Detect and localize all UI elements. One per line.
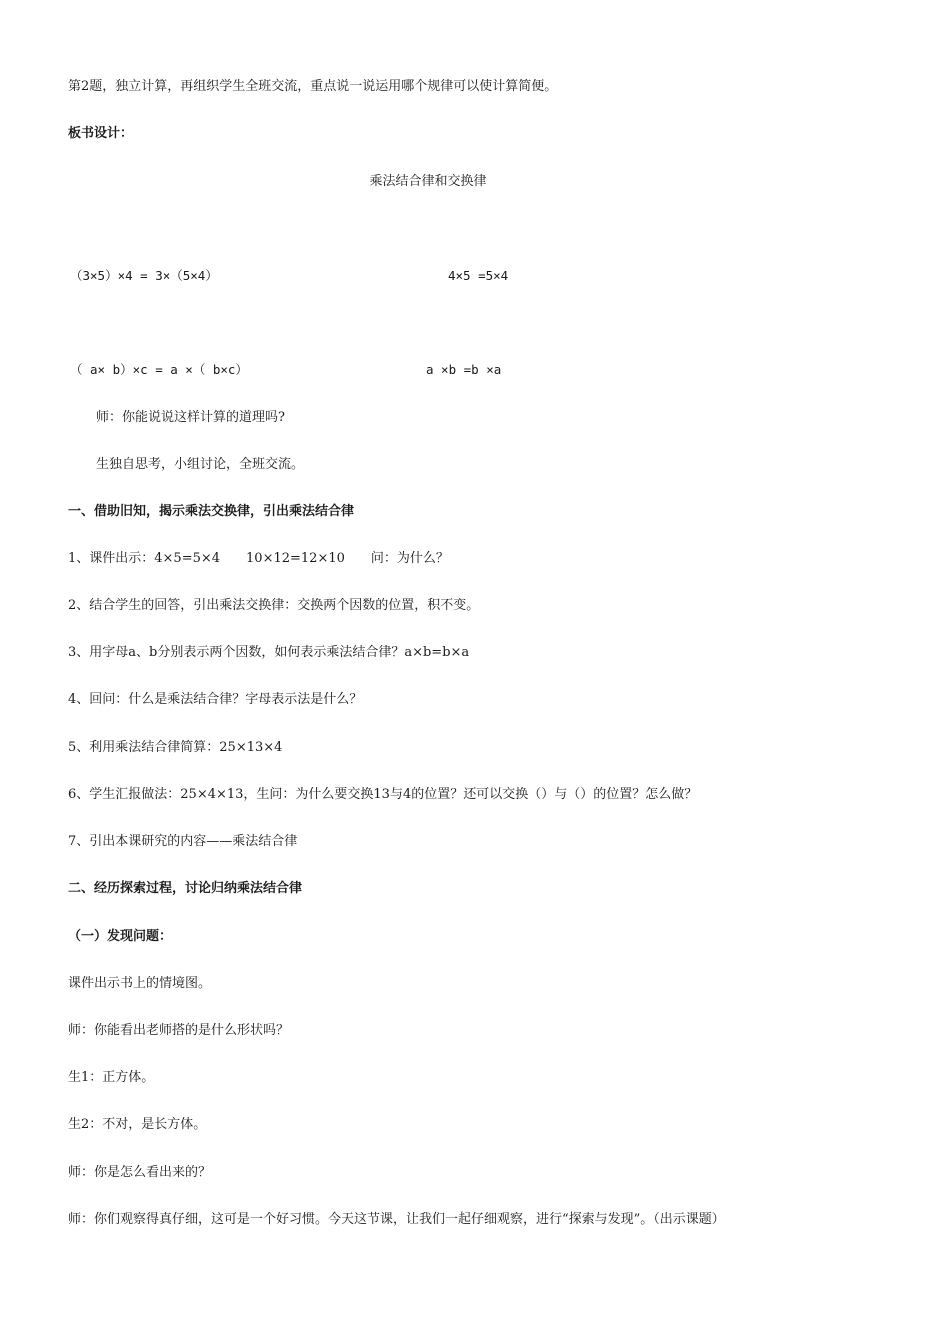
board-title: 乘法结合律和交换律 [369, 174, 487, 189]
teacher-question: 师：你能说说这样计算的道理吗? [96, 410, 285, 425]
list-item-6: 6、学生汇报做法：25×4×13，生问：为什么要交换13与4的位置？还可以交换（）与（）的位置？怎么做？ [68, 787, 698, 802]
paragraph: 生1：正方体。 [68, 1070, 155, 1085]
section-2-heading: 二、经历探索过程，讨论归纳乘法结合律 [68, 881, 303, 896]
list-item-1: 1、课件出示：4×5=5×4 10×12=12×10 问：为什么？ [68, 551, 449, 566]
q2-note: 第2题，独立计算，再组织学生全班交流，重点说一说运用哪个规律可以使计算简便。 [68, 79, 558, 94]
list-item-7: 7、引出本课研究的内容——乘法结合律 [68, 834, 298, 849]
paragraph: 师：你是怎么看出来的？ [68, 1165, 212, 1180]
list-item-5: 5、利用乘法结合律简算：25×13×4 [68, 740, 283, 755]
paragraph: 师：你能看出老师搭的是什么形状吗？ [68, 1023, 290, 1038]
student-answer: 生独自思考，小组讨论，全班交流。 [96, 457, 305, 472]
list-item-3: 3、用字母a、b分别表示两个因数，如何表示乘法结合律？a×b=b×a [68, 645, 470, 660]
paragraph: 师：你们观察得真仔细，这可是一个好习惯。今天这节课，让我们一起仔细观察，进行“探索与发现”。（出示课题） [68, 1212, 725, 1227]
subsection-1-heading: （一）发现问题： [68, 929, 173, 944]
formula-commutative-numeric: 4×5 =5×4 [448, 268, 509, 283]
formula-associative-letter: （ a× b）×c = a ×（ b×c） [70, 362, 248, 377]
formula-associative-numeric: （3×5）×4 = 3×（5×4） [70, 268, 218, 283]
paragraph: 生2：不对，是长方体。 [68, 1117, 207, 1132]
list-item-2: 2、结合学生的回答，引出乘法交换律：交换两个因数的位置，积不变。 [68, 598, 480, 613]
section-1-heading: 一、借助旧知，揭示乘法交换律，引出乘法结合律 [68, 504, 355, 519]
paragraph: 课件出示书上的情境图。 [68, 976, 212, 991]
board-heading: 板书设计： [68, 126, 134, 141]
list-item-4: 4、回问：什么是乘法结合律？字母表示法是什么？ [68, 692, 363, 707]
formula-commutative-letter: a ×b =b ×a [426, 362, 502, 377]
